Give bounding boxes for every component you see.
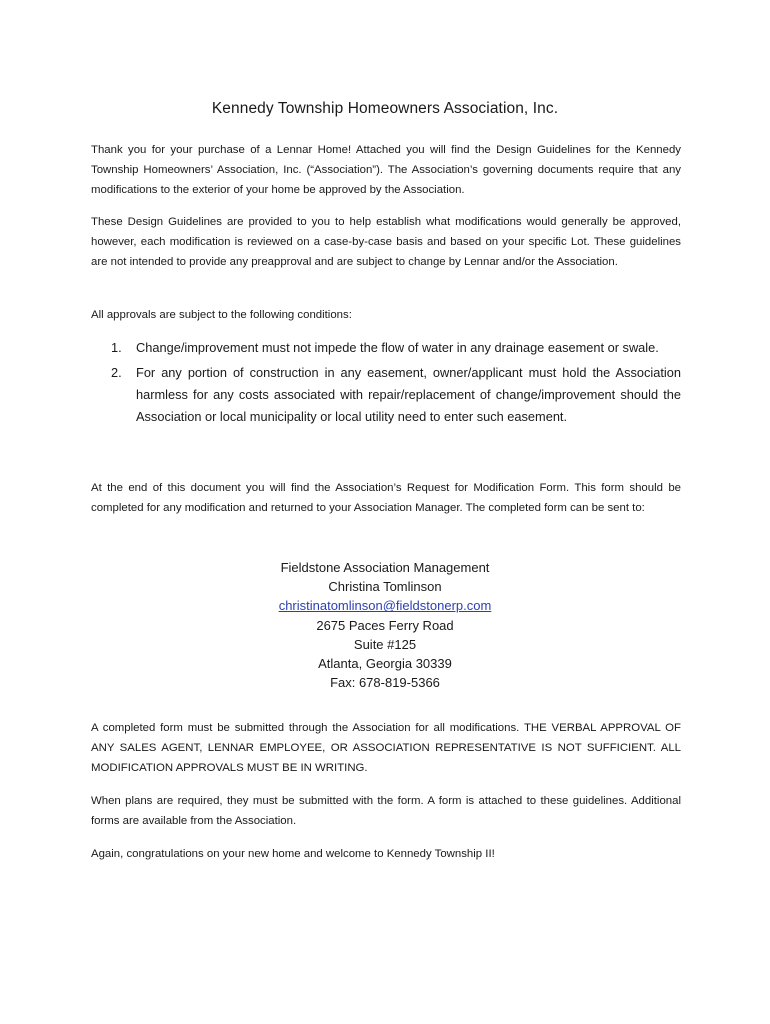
condition-text: For any portion of construction in any easement, owner/applicant must hold the Association harmless for any costs associated with repair/replacement of change/improvement should the Association or local municipality or local utility need to enter such easement. xyxy=(136,365,681,424)
intro-paragraph: Thank you for your purchase of a Lennar Home! Attached you will find the Design Guidelines for the Kennedy Township Homeowners’ Association, Inc. (“Association”). The Association’s governing documents require that any modifications to the exterior of your home be approved by the Association. xyxy=(91,144,681,196)
approval-paragraph: A completed form must be submitted through the Association for all modifications. THE VERBAL APPROVAL OF ANY SALES AGENT, LENNAR EMPLOYEE, OR ASSOCIATION REPRESENTATIVE IS NOT SUFFICIENT. ALL MODIFICATION APPROVALS MUST BE IN WRITING. xyxy=(91,722,681,774)
condition-text: Change/improvement must not impede the flow of water in any drainage easement or swale. xyxy=(136,340,659,355)
address-street: 2675 Paces Ferry Road xyxy=(316,617,454,633)
address-suite: Suite #125 xyxy=(353,636,417,652)
form-paragraph: At the end of this document you will find the Association’s Request for Modification Form. This form should be completed for any modification and returned to your Association Manager. The completed form can be sent to: xyxy=(91,482,681,514)
address-fax: Fax: 678-819-5366 xyxy=(330,675,440,691)
address-block xyxy=(0,558,770,692)
conditions-intro: All approvals are subject to the following conditions: xyxy=(91,309,352,321)
condition-item xyxy=(108,339,681,357)
guidelines-paragraph: These Design Guidelines are provided to you to help establish what modifications would generally be approved, however, each modification is reviewed on a case-by-case basis and based on your specific Lot. These guidelines are not intended to provide any preapproval and are subject to change by Lennar and/or the Association. xyxy=(91,216,681,268)
address-city: Atlanta, Georgia 30339 xyxy=(318,656,452,672)
document-title: Kennedy Township Homeowners Association, Inc. xyxy=(211,100,559,117)
conditions-list xyxy=(108,339,681,428)
email-link[interactable]: christinatomlinson@fieldstonerp.com xyxy=(278,598,492,614)
condition-number: 1. xyxy=(111,340,122,355)
address-company: Fieldstone Association Management xyxy=(280,560,490,575)
condition-number: 2. xyxy=(111,365,122,380)
address-contact: Christina Tomlinson xyxy=(328,579,442,595)
condition-item xyxy=(108,362,681,428)
plans-paragraph: When plans are required, they must be submitted with the form. A form is attached to these guidelines. Additional forms are available from the Association. xyxy=(91,795,681,827)
closing-paragraph: Again, congratulations on your new home and welcome to Kennedy Township II! xyxy=(91,848,495,860)
